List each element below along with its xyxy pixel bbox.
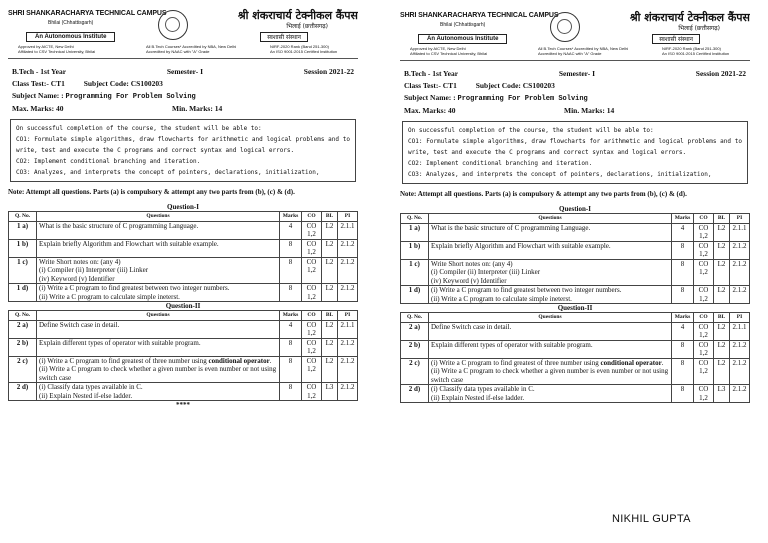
location-hindi: भिलाई (छत्तीसगढ़) [286,23,328,30]
table-row: 1 d) (i) Write a C program to find greatest between two integer numbers. (ii) Write a C program to calculate simple ineterst. 8 CO 1,2 L2 2.1.2 [401,286,750,304]
question-1-title: Question-I [559,205,591,213]
institute-header [8,8,358,62]
header-divider [8,58,358,59]
question-paper-page-right [400,10,750,537]
course-outcomes: On successful completion of the course, the student will be able to: CO1: Formulate simple algorithms, draw flowcharts for arithmetic and logical problems and to write, test and execute the C programs and correct syntax and logical errors. CO2: Implement conditional branching and iteration. CO3: Analyzes, and interprets the concept of pointers, declarations, initialization, [10,119,356,182]
autonomous-badge-hindi: स्वशासी संस्थान [652,34,700,44]
table-row: 2 a) Define Switch case in detail. 4 CO 1,2 L2 2.1.1 [9,320,358,338]
question-1-table: Q. No. Questions Marks CO BL PI 1 a) What is the basic structure of C programming Language. 4 CO 1,2 L2 2.1.1 1 b) Explain briefly Algorithm and Flowchart with suitable example. 8 CO 1,2 L2 2.1.2 1 c) Write Short notes on: (any 4) (i) Compiler (ii) Interpreter (iii) Linker (iv) Keyword (v) Identifier 8 CO 1,2 L2 2.1.2 1 d) (i) Write a C program to find greatest between two integer numbers. (ii) Write a C program to calculate simple ineterst. 8 CO 1,2 L2 2.1.2 [8,211,358,302]
table-row: 2 d) (i) Classify data types available in C. (ii) Explain Nested if-else ladder. 8 CO 1,2 L3 2.1.2 [9,383,358,401]
question-2-title: Question-II [165,302,201,310]
institute-seal-icon [550,12,580,42]
institute-name-hindi: श्री शंकराचार्य टेक्नीकल कैंपस [629,11,750,24]
question-1-table: Q. No. Questions Marks CO BL PI 1 a) What is the basic structure of C programming Language. 4 CO 1,2 L2 2.1.1 1 b) Explain briefly Algorithm and Flowchart with suitable example. 8 CO 1,2 L2 2.1.2 1 c) Write Short notes on: (any 4) (i) Compiler (ii) Interpreter (iii) Linker (iv) Keyword (v) Identifier 8 CO 1,2 L2 2.1.2 1 d) (i) Write a C program to find greatest between two integer numbers. (ii) Write a C program to calculate simple ineterst. 8 CO 1,2 L2 2.1.2 [400,213,750,304]
question-2-table: Q. No. Questions Marks CO BL PI 2 a) Define Switch case in detail. 4 CO 1,2 L2 2.1.1 2 b) Explain different types of operator with suitable program. 8 CO 1,2 L2 2.1.2 2 c) (i) Write a C program to find greatest of three number using conditional operator. (ii) Write a C program to check whether a given number is even number or not using switch case 8 CO 1,2 L2 2.1.2 2 d) (i) Classify data types available in C. (ii) Explain Nested if-else ladder. 8 CO 1,2 L3 2.1.2 [400,312,750,403]
table-row: 1 a) What is the basic structure of C programming Language. 4 CO 1,2 L2 2.1.1 [9,221,358,239]
approval-text: Approved by AICTE, New Delhi Affiliated to CSV Technical University, Bhilai [18,44,96,54]
autonomous-badge-hindi: स्वशासी संस्थान [260,32,308,42]
instructions-note: Note: Attempt all questions. Parts (a) is compulsory & attempt any two parts from (b), (c) & (d). [8,188,295,196]
table-row: 2 d) (i) Classify data types available in C. (ii) Explain Nested if-else ladder. 8 CO 1,2 L3 2.1.2 [401,385,750,403]
table-row: 2 c) (i) Write a C program to find greatest of three number using conditional operator. (ii) Write a C program to check whether a given number is even number or not using switch case 8 CO 1,2 L2 2.1.2 [9,356,358,383]
institute-name-english: SHRI SHANKARACHARYA TECHNICAL CAMPUS [8,10,167,17]
header-divider [400,60,750,61]
table-row: 1 c) Write Short notes on: (any 4) (i) Compiler (ii) Interpreter (iii) Linker (iv) Keyword (v) Identifier 8 CO 1,2 L2 2.1.2 [401,259,750,286]
institute-name-hindi: श्री शंकराचार्य टेक्नीकल कैंपस [237,9,358,22]
institute-header [400,10,750,64]
accreditation-text: All B.Tech Courses* Accredited by NBA, New Delhi Accredited by NAAC with "A" Grade [538,46,629,56]
iso-text: NIRF-2020 Rank (Band 251-300) An ISO 9001:2015 Certified Institution [662,46,730,56]
autonomous-badge-english: An Autonomous Institute [418,34,507,44]
exam-meta: B.Tech - 1st Year Semester- I Session 2021-22 Class Test:- CT1 Subject Code: CS100203 Subject Name: : Programming For Problem Solving Max. Marks: 40 Min. Marks: 14 [12,67,354,113]
question-paper-page-left [8,8,358,535]
institute-seal-icon [158,10,188,40]
table-row: 2 b) Explain different types of operator with suitable program. 8 CO 1,2 L2 2.1.2 [401,340,750,358]
end-of-paper-mark: **** [176,401,190,409]
location-english: Bhilai (Chhattisgarh) [440,22,486,28]
exam-meta: B.Tech - 1st Year Semester- I Session 2021-22 Class Test:- CT1 Subject Code: CS100203 Subject Name: : Programming For Problem Solving Max. Marks: 40 Min. Marks: 14 [404,69,746,115]
instructions-note: Note: Attempt all questions. Parts (a) is compulsory & attempt any two parts from (b), (c) & (d). [400,190,687,198]
question-2-table: Q. No. Questions Marks CO BL PI 2 a) Define Switch case in detail. 4 CO 1,2 L2 2.1.1 2 b) Explain different types of operator with suitable program. 8 CO 1,2 L2 2.1.2 2 c) (i) Write a C program to find greatest of three number using conditional operator. (ii) Write a C program to check whether a given number is even number or not using switch case 8 CO 1,2 L2 2.1.2 2 d) (i) Classify data types available in C. (ii) Explain Nested if-else ladder. 8 CO 1,2 L3 2.1.2 [8,310,358,401]
table-row: 2 b) Explain different types of operator with suitable program. 8 CO 1,2 L2 2.1.2 [9,338,358,356]
location-english: Bhilai (Chhattisgarh) [48,20,94,26]
iso-text: NIRF-2020 Rank (Band 251-300) An ISO 9001:2015 Certified Institution [270,44,338,54]
table-row: 1 d) (i) Write a C program to find greatest between two integer numbers. (ii) Write a C program to calculate simple ineterst. 8 CO 1,2 L2 2.1.2 [9,284,358,302]
course-outcomes: On successful completion of the course, the student will be able to: CO1: Formulate simple algorithms, draw flowcharts for arithmetic and logical problems and to write, test and execute the C programs and correct syntax and logical errors. CO2: Implement conditional branching and iteration. CO3: Analyzes, and interprets the concept of pointers, declarations, initialization, [402,121,748,184]
table-row: 2 c) (i) Write a C program to find greatest of three number using conditional operator. (ii) Write a C program to check whether a given number is even number or not using switch case 8 CO 1,2 L2 2.1.2 [401,358,750,385]
table-row: 2 a) Define Switch case in detail. 4 CO 1,2 L2 2.1.1 [401,322,750,340]
approval-text: Approved by AICTE, New Delhi Affiliated to CSV Technical University, Bhilai [410,46,488,56]
table-row: 1 a) What is the basic structure of C programming Language. 4 CO 1,2 L2 2.1.1 [401,223,750,241]
accreditation-text: All B.Tech Courses* Accredited by NBA, New Delhi Accredited by NAAC with "A" Grade [146,44,237,54]
institute-name-english: SHRI SHANKARACHARYA TECHNICAL CAMPUS [400,12,559,19]
table-row: 1 b) Explain briefly Algorithm and Flowchart with suitable example. 8 CO 1,2 L2 2.1.2 [401,241,750,259]
signature-name: NIKHIL GUPTA [612,513,691,525]
table-row: 1 b) Explain briefly Algorithm and Flowchart with suitable example. 8 CO 1,2 L2 2.1.2 [9,239,358,257]
autonomous-badge-english: An Autonomous Institute [26,32,115,42]
question-1-title: Question-I [167,203,199,211]
table-row: 1 c) Write Short notes on: (any 4) (i) Compiler (ii) Interpreter (iii) Linker (iv) Keyword (v) Identifier 8 CO 1,2 L2 2.1.2 [9,257,358,284]
question-2-title: Question-II [557,304,593,312]
location-hindi: भिलाई (छत्तीसगढ़) [678,25,720,32]
